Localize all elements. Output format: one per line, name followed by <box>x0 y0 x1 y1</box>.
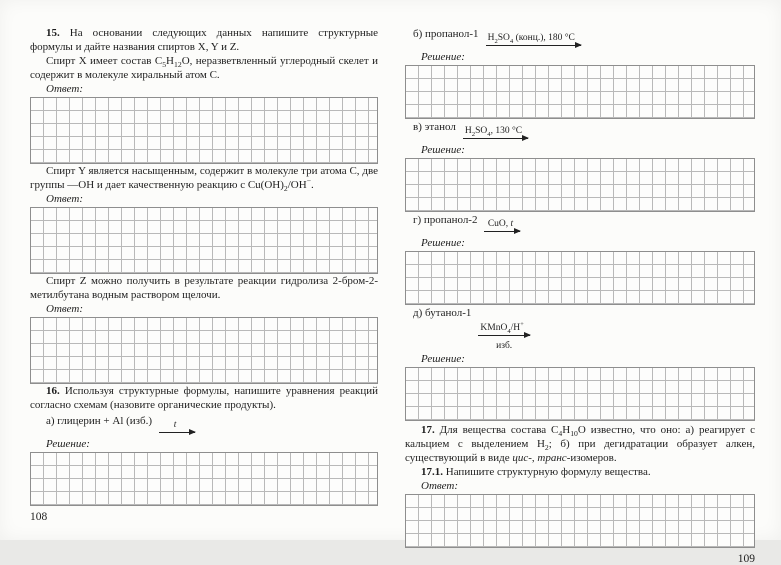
reaction-arrow-16d <box>478 320 530 352</box>
problem-15-spirit-z: Спирт Z можно получить в результате реакции гидролиза 2-бром-2-метилбутана водным раствором щелочи. <box>30 275 378 301</box>
problem-17-1: 17.1. Напишите структурную формулу вещества. <box>421 466 651 478</box>
reaction-scheme-16g <box>413 214 755 236</box>
solution-grid-16v <box>405 158 755 212</box>
solution-label-16g: Решение: <box>421 237 465 249</box>
reaction-lhs-16g: г) пропанол-2 <box>413 214 478 226</box>
solution-label-16b: Решение: <box>421 51 465 63</box>
arrow-condition-16g: CuO, t <box>487 219 514 229</box>
answer-grid-17-1 <box>405 494 755 548</box>
right-page <box>405 26 755 565</box>
reaction-arrow-16b <box>486 33 581 50</box>
reaction-lhs-16v: в) этанол <box>413 121 456 133</box>
problem-16-item-v <box>405 121 755 212</box>
answer-label-15y: Ответ: <box>46 193 84 205</box>
reaction-arrow-16a <box>159 420 195 437</box>
arrow-condition-16a: t <box>173 420 177 430</box>
solution-label-16d: Решение: <box>421 353 465 365</box>
page-number-left: 108 <box>30 511 48 523</box>
reaction-arrow-16g <box>484 219 520 236</box>
solution-grid-16g <box>405 251 755 305</box>
arrow-condition-16v: $H_2SO_4$, 130 °C <box>464 126 523 138</box>
problem-15-intro: 15. На основании следующих данных напишите структурные формулы и дайте названия спиртов X, Y и Z. <box>30 27 378 53</box>
arrow-line-icon <box>484 231 520 236</box>
arrow-condition-16d: KMnO$_4$/H+ <box>480 320 524 335</box>
answer-label-15z: Ответ: <box>46 303 84 315</box>
answer-label-15x: Ответ: <box>46 83 84 95</box>
reaction-lhs-16d: д) бутанол-1 <box>413 307 472 319</box>
arrow-line-icon <box>486 45 581 50</box>
reaction-scheme-16a <box>46 415 378 437</box>
solution-grid-16a <box>30 452 378 506</box>
problem-16-item-b <box>405 28 755 119</box>
reaction-lhs-16b: б) пропанол-1 <box>413 28 479 40</box>
answer-grid-15z <box>30 317 378 384</box>
problem-15-spirit-x: Спирт X имеет состав $C_5H_{12}O$, неразветвленный углеродный скелет и содержит в молекуле хиральный атом C. <box>30 55 379 81</box>
answer-grid-15y <box>30 207 378 274</box>
reaction-scheme-16v <box>413 121 755 143</box>
answer-grid-15x <box>30 97 378 164</box>
reaction-arrow-16v <box>463 126 528 143</box>
problem-16-item-d <box>405 307 755 421</box>
page-number-right: 109 <box>737 553 755 565</box>
left-page <box>30 26 378 523</box>
arrow-condition-below-16d: изб. <box>496 341 513 351</box>
problem-17-intro: 17. Для вещества состава $C_4H_{10}O$ известно, что оно: а) реагирует с кальцием с выделением $H_2$; б) при дегидратации образует алкен, существующий в виде цис-, транс-изомеров. <box>405 424 755 464</box>
arrow-line-icon <box>463 138 528 143</box>
problem-16-intro: 16. Используя структурные формулы, напишите уравнения реакций согласно схемам (назовите органические продукты). <box>30 385 378 411</box>
reaction-scheme-16b <box>413 28 755 50</box>
solution-label-16v: Решение: <box>421 144 465 156</box>
arrow-line-icon <box>478 335 530 340</box>
solution-grid-16b <box>405 65 755 119</box>
answer-label-17-1: Ответ: <box>421 480 459 492</box>
arrow-line-icon <box>159 432 195 437</box>
reaction-lhs-16a: а) глицерин + Al (изб.) <box>46 415 153 427</box>
problem-16-item-g <box>405 214 755 305</box>
solution-grid-16d <box>405 367 755 421</box>
solution-label-16a: Решение: <box>46 438 90 450</box>
arrow-condition-16b: $H_2SO_4$ (конц.), 180 °C <box>487 33 575 45</box>
problem-15-spirit-y: Спирт Y является насыщенным, содержит в молекуле три атома C, две группы —OH и дает качественную реакцию с $Cu(OH)_2/OH^-$. <box>30 165 378 194</box>
reaction-scheme-16d <box>413 307 755 352</box>
